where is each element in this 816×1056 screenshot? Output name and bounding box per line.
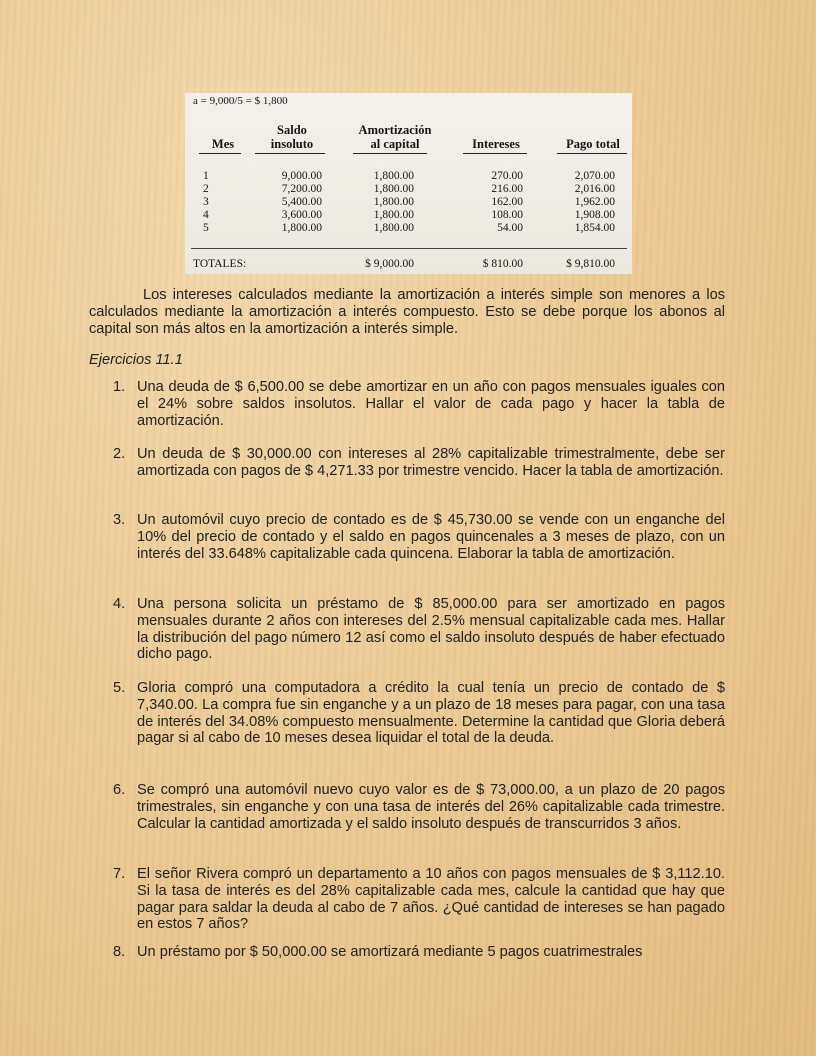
list-item	[113, 446, 725, 480]
header-amortizacion: Amortización	[358, 123, 432, 137]
underline	[255, 153, 325, 154]
list-item	[113, 782, 725, 832]
list-item	[113, 379, 725, 429]
totals-amort: $ 9,000.00	[365, 258, 414, 270]
header-saldo: Saldo	[277, 123, 307, 137]
list-item-number: 7.	[113, 866, 126, 882]
underline	[199, 153, 241, 154]
table-row-pago: 2,070.00	[574, 170, 615, 182]
list-item-number: 4.	[113, 596, 126, 612]
table-row-amort: 1,800.00	[373, 196, 414, 208]
amortization-table-image	[185, 93, 632, 274]
list-item-text: Un préstamo por $ 50,000.00 se amortizará mediante 5 pagos cuatrimestrales	[137, 944, 643, 960]
list-item	[113, 680, 725, 747]
table-row-pago: 1,908.00	[574, 209, 615, 221]
table-row-amort: 1,800.00	[373, 209, 414, 221]
list-item-text: Un deuda de $ 30,000.00 con intereses al 28% capitalizable trimestralmente, debe ser amortizada con pagos de $ 4,271.33 por trimestre vencido. Hacer la tabla de amortización.	[137, 446, 725, 479]
explanation-paragraph: Los intereses calculados mediante la amortización a interés simple son menores a los calculados mediante la amortización a interés compuesto. Esto se debe porque los abonos al capital son más altos en la amortización a interés simple.	[89, 287, 725, 337]
table-row-saldo: 3,600.00	[281, 209, 322, 221]
list-item	[113, 596, 725, 663]
list-item-number: 5.	[113, 680, 126, 696]
totals-intereses: $ 810.00	[482, 258, 523, 270]
list-item-text: El señor Rivera compró un departamento a 10 años con pagos mensuales de $ 3,112.10. Si la tasa de interés es del 28% capitalizable cada mes, calcule la cantidad que hay que pagar para saldar la deuda al cabo de 7 años. ¿Qué cantidad de intereses se han pagado en estos 7 años?	[137, 866, 725, 933]
table-row-mes: 4	[203, 209, 209, 221]
table-row-intereses: 54.00	[497, 222, 523, 234]
list-item	[113, 512, 725, 562]
header-intereses: Intereses	[472, 137, 520, 151]
totals-divider	[191, 248, 627, 249]
table-row-mes: 3	[203, 196, 209, 208]
list-item-text: Una deuda de $ 6,500.00 se debe amortizar en un año con pagos mensuales iguales con el 24% sobre saldos insolutos. Hallar el valor de cada pago y hacer la tabla de amortización.	[137, 379, 725, 429]
list-item	[113, 944, 725, 961]
table-row-saldo: 7,200.00	[281, 183, 322, 195]
list-item-number: 2.	[113, 446, 126, 462]
exercises-heading: Ejercicios 11.1	[89, 352, 183, 368]
table-row-mes: 1	[203, 170, 209, 182]
list-item-number: 1.	[113, 379, 126, 395]
list-item-text: Se compró una automóvil nuevo cuyo valor es de $ 73,000.00, a un plazo de 20 pagos trimestrales, sin enganche y con una tasa de interés del 26% capitalizable cada trimestre. Calcular la cantidad amortizada y el saldo insoluto después de transcurridos 3 años.	[137, 782, 725, 832]
table-row-mes: 5	[203, 222, 209, 234]
list-item-text: Un automóvil cuyo precio de contado es de $ 45,730.00 se vende con un enganche del 10% del precio de contado y el saldo en pagos quincenales a 3 meses de plazo, con un interés del 33.648% capitalizable cada quincena. Elaborar la tabla de amortización.	[137, 512, 725, 562]
underline	[557, 153, 627, 154]
totals-label: TOTALES:	[193, 258, 247, 270]
list-item-number: 6.	[113, 782, 126, 798]
header-pago-total: Pago total	[566, 137, 620, 151]
underline	[353, 153, 427, 154]
totals-pago: $ 9,810.00	[566, 258, 615, 270]
payment-formula: a = 9,000/5 = $ 1,800	[193, 95, 288, 107]
table-row-pago: 1,962.00	[574, 196, 615, 208]
list-item-text: Gloria compró una computadora a crédito la cual tenía un precio de contado de $ 7,340.00. La compra fue sin enganche y a un plazo de 18 meses para pagar, con una tasa de interés del 34.08% compuesto mensualmente. Determine la cantidad que Gloria deberá pagar si al cabo de 10 meses desea liquidar el total de la deuda.	[137, 680, 725, 747]
table-row-saldo: 1,800.00	[281, 222, 322, 234]
table-row-mes: 2	[203, 183, 209, 195]
list-item-number: 8.	[113, 944, 126, 960]
header-mes: Mes	[211, 137, 235, 151]
table-row-pago: 1,854.00	[574, 222, 615, 234]
list-item	[113, 866, 725, 933]
list-item-text: Una persona solicita un préstamo de $ 85,000.00 para ser amortizado en pagos mensuales durante 2 años con intereses del 2.5% mensual capitalizable cada mes. Hallar la distribución del pago número 12 así como el saldo insoluto después de haber efectuado dicho pago.	[137, 596, 725, 663]
table-row-amort: 1,800.00	[373, 183, 414, 195]
table-row-saldo: 5,400.00	[281, 196, 322, 208]
table-row-intereses: 108.00	[491, 209, 523, 221]
underline	[463, 153, 527, 154]
table-row-intereses: 216.00	[491, 183, 523, 195]
table-row-intereses: 162.00	[491, 196, 523, 208]
table-row-pago: 2,016.00	[574, 183, 615, 195]
table-row-intereses: 270.00	[491, 170, 523, 182]
table-row-amort: 1,800.00	[373, 222, 414, 234]
table-row-saldo: 9,000.00	[281, 170, 322, 182]
header-al-capital: al capital	[370, 137, 420, 151]
table-row-amort: 1,800.00	[373, 170, 414, 182]
list-item-number: 3.	[113, 512, 126, 528]
header-insoluto: insoluto	[270, 137, 314, 151]
